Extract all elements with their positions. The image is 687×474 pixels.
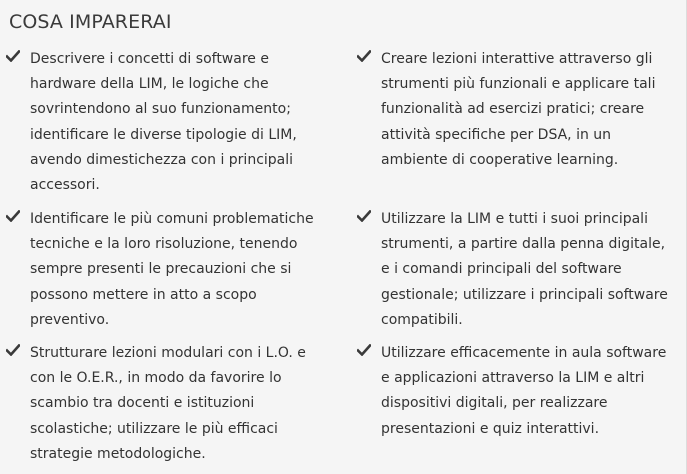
check-icon bbox=[6, 50, 20, 62]
list-item-text: Utilizzare efficacemente in aula software e applicazioni attraverso la LIM e altri dispositivi digitali, per realizzare presentazioni e quiz interattivi. bbox=[381, 345, 667, 437]
check-icon bbox=[357, 50, 371, 62]
check-icon bbox=[6, 210, 20, 222]
list-item-text: Strutturare lezioni modulari con i L.O. e con le O.E.R., in modo da favorire lo scambio tra docenti e istituzioni scolastiche; utilizzare le più efficaci strategie metodologiche. bbox=[30, 345, 306, 462]
list-item-text: Utilizzare la LIM e tutti i suoi principali strumenti, a partire dalla penna digitale, e i comandi principali del software gestionale; utilizzare i principali software compatibili. bbox=[381, 211, 668, 328]
list-item-text: Descrivere i concetti di software e hardware della LIM, le logiche che sovrintendono al suo funzionamento; identificare le diverse tipologie di LIM, avendo dimestichezza con i principali accessori. bbox=[30, 51, 297, 194]
list-item-text: Identificare le più comuni problematiche tecniche e la loro risoluzione, tenendo sempre presenti le precauzioni che si possono mettere in atto a scopo preventivo. bbox=[30, 211, 314, 328]
check-icon bbox=[357, 210, 371, 222]
list-item-text: Creare lezioni interattive attraverso gli strumenti più funzionali e applicare tali funzionalità ad esercizi pratici; creare attività specifiche per DSA, in un ambiente di cooperative learning. bbox=[381, 51, 656, 168]
section-title: COSA IMPARERAI bbox=[9, 11, 172, 33]
check-icon bbox=[6, 344, 20, 356]
check-icon bbox=[357, 344, 371, 356]
